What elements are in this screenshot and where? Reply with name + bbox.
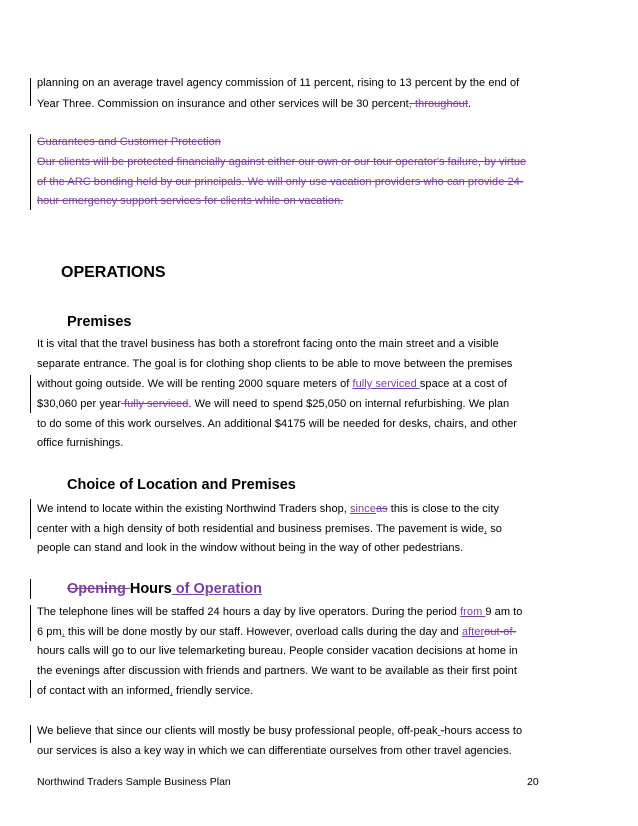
deleted-text: - — [440, 725, 445, 737]
change-bar — [30, 499, 31, 539]
text-run: hours access to — [444, 725, 523, 737]
section-heading-operations: OPERATIONS — [61, 264, 166, 281]
text-run: However, overload calls during the day and — [243, 626, 462, 638]
paragraph-line: It is vital that the travel business has both a storefront facing onto the main street and a visible — [37, 338, 499, 350]
paragraph-line: planning on an average travel agency commission of 11 percent, rising to 13 percent by the end of — [37, 77, 520, 89]
subheading-premises: Premises — [67, 314, 132, 330]
paragraph-line — [37, 606, 522, 619]
inserted-text: fully serviced — [352, 378, 420, 390]
text-run: of contact with an informed — [37, 685, 170, 697]
text-run: Hours — [129, 581, 172, 597]
text-run: friendly service. — [172, 685, 254, 697]
deleted-text: hour emergency support services for clients while on vacation. — [37, 195, 344, 207]
deleted-heading: Guarantees and Customer Protection — [37, 136, 221, 148]
text-run: Commission on insurance and other services will be 30 percent — [94, 98, 409, 110]
text-run: center with a high density of both residential and business premises. — [37, 523, 374, 535]
paragraph-line — [37, 398, 509, 411]
deleted-text: out-of- — [484, 626, 517, 638]
text-run: Year Three. — [37, 98, 95, 110]
deleted-text: as — [375, 503, 388, 515]
change-bar — [30, 725, 31, 743]
text-run: An additional $4175 will be needed for desks, chairs, and other — [205, 418, 518, 430]
text-run: this will be done mostly by our staff. — [64, 626, 244, 638]
text-run: We will need to spend $25,050 on internal refurbishing. — [191, 398, 466, 410]
deleted-text: , throughout — [408, 98, 469, 110]
text-run: We will be renting 2000 square meters of — [144, 378, 353, 390]
footer-title: Northwind Traders Sample Business Plan — [37, 776, 231, 788]
subheading-location: Choice of Location and Premises — [67, 477, 296, 493]
text-run: 6 pm — [37, 626, 62, 638]
text-run: so — [487, 523, 502, 535]
subheading-hours — [67, 581, 262, 598]
inserted-text: , — [61, 626, 65, 638]
text-run: The telephone lines will be staffed 24 hours a day by live operators. — [37, 606, 369, 618]
paragraph-line — [37, 98, 471, 111]
text-run: The pavement is wide — [373, 523, 484, 535]
change-bar — [30, 78, 31, 106]
deleted-text: fully serviced — [120, 398, 189, 410]
text-run: We believe that since our clients will mostly be busy professional people, off-peak — [37, 725, 438, 737]
paragraph-line — [37, 378, 507, 391]
inserted-text: since — [350, 503, 376, 515]
inserted-text: , — [484, 523, 488, 535]
inserted-text: after — [461, 626, 485, 638]
change-bar — [30, 680, 31, 698]
text-run: space at a cost of — [419, 378, 507, 390]
deleted-text: Opening — [67, 581, 130, 597]
change-bar — [30, 605, 31, 641]
deleted-text: of the ARC bonding held by our principals. We will only use vacation providers who can provide 24- — [37, 176, 524, 188]
text-run: . — [188, 398, 192, 410]
text-run: $30,060 per year — [37, 398, 121, 410]
text-run: 9 am to — [485, 606, 523, 618]
text-run: without going outside. — [37, 378, 145, 390]
paragraph-line: hours calls will go to our live telemarketing bureau. People consider vacation decisions at home in — [37, 645, 518, 657]
inserted-text: from — [460, 606, 486, 618]
paragraph-line: the evenings after discussion with friends and partners. We want to be available as their first point — [37, 665, 517, 677]
paragraph-line — [37, 725, 522, 738]
paragraph-line — [37, 503, 499, 516]
inserted-text: of Operation — [171, 581, 262, 597]
text-run: separate entrance. — [37, 358, 130, 370]
page-number: 20 — [527, 776, 539, 788]
text-run: this is close to the city — [387, 503, 499, 515]
text-run: to do some of this work ourselves. — [37, 418, 205, 430]
paragraph-line — [37, 418, 517, 431]
paragraph-line: office furnishings. — [37, 437, 124, 449]
text-run: We intend to locate within the existing Northwind Traders shop, — [37, 503, 350, 515]
change-bar — [30, 579, 31, 599]
paragraph-line — [37, 626, 516, 639]
change-bar — [30, 375, 31, 413]
deleted-text: Our clients will be protected financially against either our own or our tour operator's failure, by virtue — [37, 156, 527, 168]
change-bar — [30, 134, 31, 210]
paragraph-line — [37, 358, 512, 371]
text-run: . — [468, 98, 472, 110]
text-run: The goal is for clothing shop clients to be able to move between the premises — [129, 358, 513, 370]
paragraph-line: our services is also a key way in which we can differentiate ourselves from other travel agencies. — [37, 745, 512, 757]
text-run: During the period — [368, 606, 461, 618]
paragraph-line: people can stand and look in the window without being in the way of other pedestrians. — [37, 542, 464, 554]
text-run: We plan — [465, 398, 510, 410]
paragraph-line — [37, 685, 253, 698]
paragraph-line — [37, 523, 502, 536]
inserted-text: , — [169, 685, 173, 697]
